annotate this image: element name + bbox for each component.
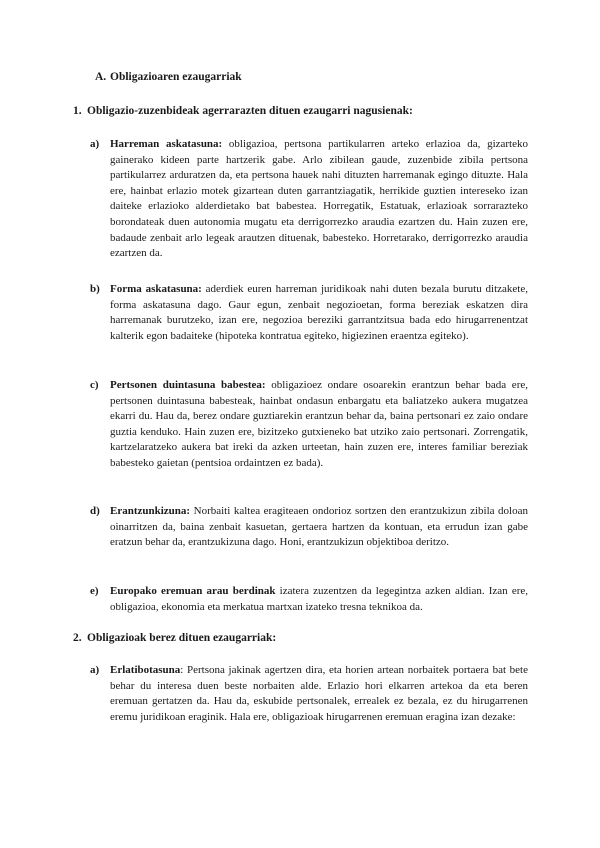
section-2-title: Obligazioak berez dituen ezaugarriak: [87,632,277,644]
section-a-title: Obligazioaren ezaugarriak [110,71,242,83]
list-item-term: Pertsonen duintasuna babestea: [110,379,266,391]
list-item [90,282,528,344]
section-2-number: 2. [73,632,82,644]
list-item-term: Erantzunkizuna: [110,505,191,517]
list-item-label: c) [90,379,99,391]
list-item [90,584,528,615]
list-item-label: b) [90,283,100,295]
list-item-term: Europako eremuan arau berdinak [110,585,276,597]
list-item-text [110,282,528,344]
list-item-label: e) [90,585,99,597]
list-item-text [110,584,528,615]
section-1-heading [73,105,413,117]
section-1-number: 1. [73,105,82,117]
list-item-body: izatera zuzentzen da legegintza azken aldian. Izan ere, obligazioa, ekonomia eta merkatua martxan izateko tresna teknikoa da. [110,585,529,613]
section-1-title: Obligazio-zuzenbideak agerrarazten dituen ezaugarri nagusienak: [87,105,413,117]
list-item [90,504,528,551]
section-a-heading [95,71,242,83]
list-item [90,663,528,725]
list-item-term: Forma askatasuna: [110,283,202,295]
list-item-text [110,663,528,725]
list-item-term: Erlatibotasuna [110,664,181,676]
list-item-label: a) [90,664,100,676]
list-item-text [110,378,528,472]
list-item-term: Harreman askatasuna: [110,138,223,150]
list-item-body: : Pertsona jakinak agertzen dira, eta horien artean norbaitek portaera bat bete behar du interesa duen beste norbaiten alde. Erlazio hori elkarren artekoa da eta beren eremuan gertatzen da. Hau da, eskubide pertsonalek, errealek ez bezala, ez du hirugarrenen eremu juridikoan eraginik. Hala ere, obligazioak hirugarrenen eremuan eragina izan dezake: [110,664,528,723]
list-item-body: aderdiek euren harreman juridikoak nahi duten bezala burutu ditzakete, forma askatasuna dago. Gaur egun, zenbait negozioetan, forma bereziak eskatzen dira harremanak burutzeko, izan ere, negozioa bereziki garrantzitsua bada edo hirugarrenentzat kalterik egon badaiteke (hipoteka kontratua egiteko, higiezinen eraentza egiteko). [110,283,528,342]
list-item-body: obligazioez ondare osoarekin erantzun behar bada ere, pertsonen duintasuna babesteak, hainbat ondasun enbargatu eta baliatzeko aukera mugatzea ekarri du. Hau da, berez ondare guztiarekin erantzun behar da, baina pertsonari ez zaio ondare guztia kenduko. Hain zuzen ere, bizitzeko gutxieneko bat utziko zaio pertsonari. Zorrengatik, kartzelaratzeko aukera bat ireki da azken urteetan, hain zuzen ere, interes familiar bereziak babesteko gaietan (pentsioa ordaintzen ez bada). [110,379,528,469]
list-item [90,378,528,472]
section-2-heading [73,632,276,644]
list-item-body: obligazioa, pertsona partikularren arteko erlazioa da, gizarteko gainerako kideen parte hartzerik gabe. Arlo zibilean gaude, zuzenbide zibila pertsona partikularrez arduratzen da, eta pertsona hauek nahi dituzten harremanak egingo dituzte. Hala ere, hainbat erlazio motek gizartean duten garrantziagatik, herrikide guztien intereseko izan daiteke erlazioko alderdietako bat babestea. Horregatik, Estatuak, erlazioak sorrarazteko borondateak duen autonomia mugatu eta derrigorrezko araudia ezartzen du. Hain zuzen ere, badaude zenbait arlo legeak arautzen dituenak, babesteko. Horretarako, derrigorrezko araudia ezartzen da. [110,138,528,260]
list-item-text [110,504,528,551]
list-item-body: Norbaiti kaltea eragiteaen ondorioz sortzen den erantzukizun zibila doloan oinarritzen da, baina zenbait kasuetan, gertaera hartzen da kontuan, eta errudun izan gabe eratzun behar da, erantzukizuna dago. Honi, erantzukizun objektiboa deritzo. [110,505,528,549]
list-item-label: d) [90,505,100,517]
list-item [90,137,528,262]
list-item-label: a) [90,138,100,150]
list-item-text [110,137,528,262]
section-a-letter: A. [95,71,107,83]
